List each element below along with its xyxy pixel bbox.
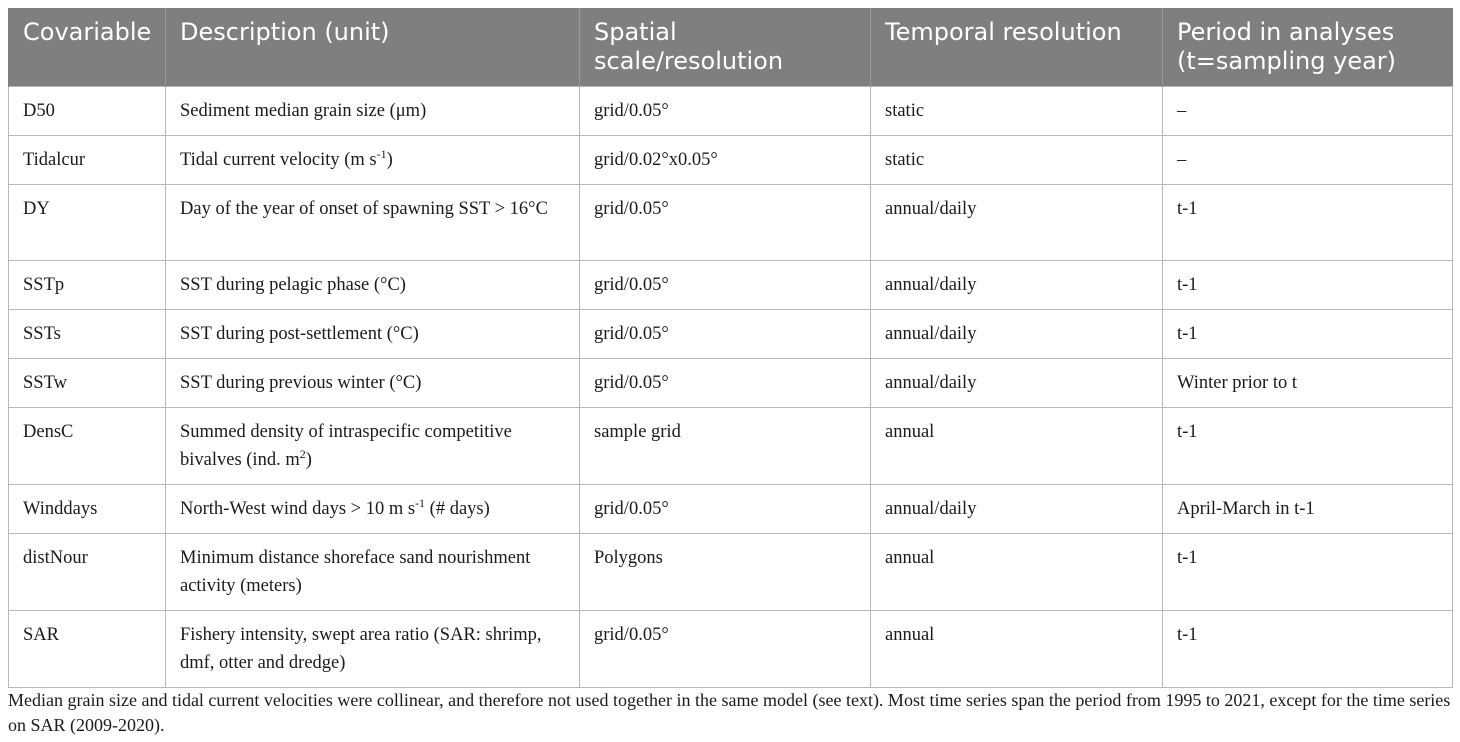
table-row	[9, 611, 1453, 688]
table-row	[9, 408, 1453, 485]
desc-text: Fishery intensity, swept area ratio (SAR: shrimp, dmf, otter and dredge)	[180, 625, 542, 673]
header-description: Description (unit)	[166, 8, 580, 87]
cell-period: t-1	[1163, 534, 1453, 611]
desc-superscript: 2	[299, 447, 306, 461]
cell-description	[166, 310, 580, 359]
cell-description	[166, 534, 580, 611]
cell-temporal: static	[871, 136, 1163, 185]
table-row	[9, 261, 1453, 310]
cell-spatial: grid/0.05°	[580, 87, 871, 136]
header-spatial: Spatial scale/resolution	[580, 8, 871, 87]
cell-description	[166, 408, 580, 485]
table-row	[9, 485, 1453, 534]
cell-spatial: grid/0.05°	[580, 359, 871, 408]
cell-description	[166, 87, 580, 136]
table-caption: Median grain size and tidal current velocities were collinear, and therefore not used together in the same model (see text). Most time series span the period from 1995 to 2021, except for the time series on SAR (2009-2020).	[8, 690, 1451, 735]
header-period: Period in analyses (t=sampling year)	[1163, 8, 1453, 87]
desc-text-after: )	[386, 150, 393, 170]
cell-spatial: sample grid	[580, 408, 871, 485]
cell-temporal: annual/daily	[871, 185, 1163, 261]
cell-temporal: annual	[871, 611, 1163, 688]
cell-period: –	[1163, 136, 1453, 185]
desc-text: Sediment median grain size (μm)	[180, 101, 427, 121]
cell-covariable: SAR	[9, 611, 166, 688]
cell-covariable: Winddays	[9, 485, 166, 534]
cell-description	[166, 136, 580, 185]
cell-temporal: annual	[871, 408, 1163, 485]
cell-temporal: annual/daily	[871, 485, 1163, 534]
desc-text: SST during post-settlement (°C)	[180, 324, 419, 344]
desc-text-after: (# days)	[425, 499, 490, 519]
table-row	[9, 185, 1453, 261]
covariable-table-container	[8, 8, 1452, 688]
table-row	[9, 534, 1453, 611]
desc-text: SST during previous winter (°C)	[180, 373, 422, 393]
cell-spatial: grid/0.02°x0.05°	[580, 136, 871, 185]
table-row	[9, 136, 1453, 185]
cell-spatial: grid/0.05°	[580, 185, 871, 261]
table-header-row	[9, 8, 1453, 87]
cell-period: t-1	[1163, 408, 1453, 485]
cell-period: April-March in t-1	[1163, 485, 1453, 534]
header-covariable: Covariable	[9, 8, 166, 87]
cell-covariable: DY	[9, 185, 166, 261]
cell-spatial: grid/0.05°	[580, 611, 871, 688]
cell-spatial: Polygons	[580, 534, 871, 611]
cell-spatial: grid/0.05°	[580, 261, 871, 310]
cell-covariable: DensC	[9, 408, 166, 485]
cell-description	[166, 359, 580, 408]
cell-temporal: annual/daily	[871, 359, 1163, 408]
cell-covariable: D50	[9, 87, 166, 136]
cell-temporal: static	[871, 87, 1163, 136]
desc-text: Summed density of intraspecific competitive bivalves (ind. m	[180, 422, 512, 470]
cell-temporal: annual/daily	[871, 310, 1163, 359]
cell-spatial: grid/0.05°	[580, 485, 871, 534]
desc-superscript: -1	[415, 496, 426, 510]
table-row	[9, 87, 1453, 136]
cell-temporal: annual	[871, 534, 1163, 611]
cell-covariable: distNour	[9, 534, 166, 611]
table-row	[9, 359, 1453, 408]
header-temporal: Temporal resolution	[871, 8, 1163, 87]
table-row	[9, 310, 1453, 359]
desc-text: Day of the year of onset of spawning SST > 16°C	[180, 199, 548, 219]
desc-text: SST during pelagic phase (°C)	[180, 275, 406, 295]
cell-spatial: grid/0.05°	[580, 310, 871, 359]
desc-text: Tidal current velocity (m s	[180, 150, 377, 170]
cell-period: t-1	[1163, 611, 1453, 688]
cell-covariable: SSTs	[9, 310, 166, 359]
cell-covariable: SSTp	[9, 261, 166, 310]
cell-temporal: annual/daily	[871, 261, 1163, 310]
cell-period: t-1	[1163, 261, 1453, 310]
desc-text: Minimum distance shoreface sand nourishment activity (meters)	[180, 548, 531, 596]
desc-text: North-West wind days > 10 m s	[180, 499, 416, 519]
cell-period: t-1	[1163, 310, 1453, 359]
cell-covariable: Tidalcur	[9, 136, 166, 185]
cell-period: t-1	[1163, 185, 1453, 261]
cell-period: Winter prior to t	[1163, 359, 1453, 408]
cell-description	[166, 611, 580, 688]
cell-description	[166, 185, 580, 261]
cell-covariable: SSTw	[9, 359, 166, 408]
cell-description	[166, 261, 580, 310]
cell-description	[166, 485, 580, 534]
cell-period: –	[1163, 87, 1453, 136]
desc-superscript: -1	[376, 147, 387, 161]
covariable-table	[8, 8, 1453, 688]
desc-text-after: )	[305, 450, 312, 470]
